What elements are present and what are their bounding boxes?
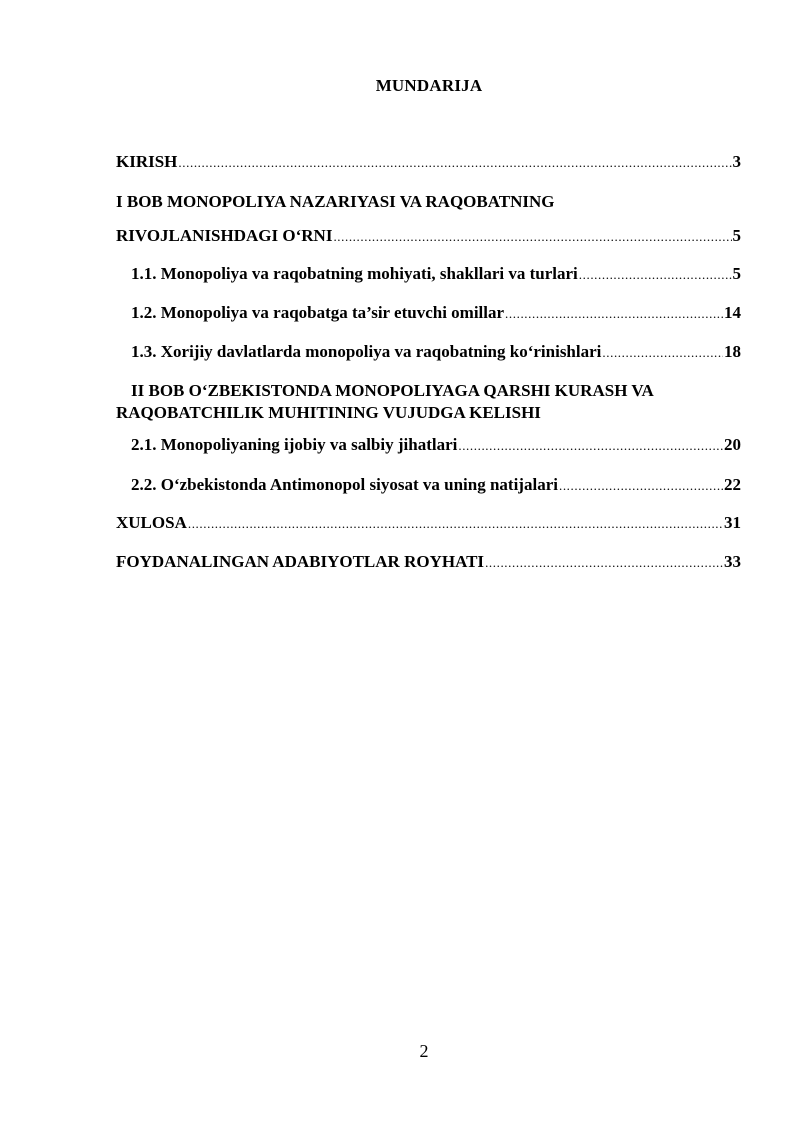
dot-leader (559, 476, 723, 496)
toc-entry-label: RIVOJLANISHDAGI O‘RNI (116, 226, 333, 245)
toc-entry-label: 2.2. O‘zbekistonda Antimonopol siyosat va uning natijalari (131, 475, 558, 494)
toc-entry-label: 2.1. Monopoliyaning ijobiy va salbiy jihatlari (131, 435, 458, 454)
toc-entry-page: 22 (724, 475, 741, 494)
toc-entry-label: 1.2. Monopoliya va raqobatga ta’sir etuvchi omillar (131, 303, 505, 322)
toc-entry-adabiyotlar[interactable] (116, 552, 741, 573)
dot-leader (505, 304, 723, 324)
dot-leader (602, 343, 723, 363)
toc-entry-page: 33 (724, 552, 741, 571)
toc-entry-1-1[interactable] (116, 264, 741, 285)
toc-entry-page: 5 (732, 264, 741, 283)
toc-entry-xulosa[interactable] (116, 513, 741, 534)
toc-entry-page: 18 (724, 342, 741, 361)
toc-entry-label: KIRISH (116, 152, 178, 171)
dot-leader (333, 227, 731, 247)
toc-entry-label: 1.3. Xorijiy davlatlarda monopoliya va raqobatning ko‘rinishlari (131, 342, 602, 361)
toc-entry-chapter-1[interactable] (116, 226, 741, 247)
dot-leader (188, 514, 723, 534)
toc-chapter-2-heading[interactable]: II BOB O‘ZBEKISTONDA MONOPOLIYAGA QARSHI KURASH VA (131, 381, 654, 400)
toc-entry-2-2[interactable] (116, 475, 741, 496)
toc-entry-label: XULOSA (116, 513, 187, 532)
toc-entry-1-3[interactable] (116, 342, 741, 363)
toc-chapter-1-heading: I BOB MONOPOLIYA NAZARIYASI VA RAQOBATNING (116, 192, 555, 211)
toc-entry-1-2[interactable] (116, 303, 741, 324)
toc-entry-label: 1.1. Monopoliya va raqobatning mohiyati, shakllari va turlari (131, 264, 578, 283)
toc-chapter-2-heading-cont: RAQOBATCHILIK MUHITINING VUJUDGA KELISHI (116, 403, 541, 422)
toc-entry-page: 5 (732, 226, 741, 245)
toc-entry-page: 31 (724, 513, 741, 532)
toc-entry-page: 14 (724, 303, 741, 322)
toc-entry-page: 20 (724, 435, 741, 454)
dot-leader (178, 153, 731, 173)
dot-leader (485, 553, 723, 573)
page-number: 2 (419, 1041, 429, 1061)
toc-entry-page: 3 (732, 152, 741, 171)
toc-entry-kirish[interactable] (116, 152, 741, 173)
toc-entry-label: FOYDANALINGAN ADABIYOTLAR ROYHATI (116, 552, 485, 571)
page-title: MUNDARIJA (375, 76, 483, 95)
toc-entry-2-1[interactable] (116, 435, 741, 456)
dot-leader (458, 436, 723, 456)
dot-leader (579, 265, 732, 285)
